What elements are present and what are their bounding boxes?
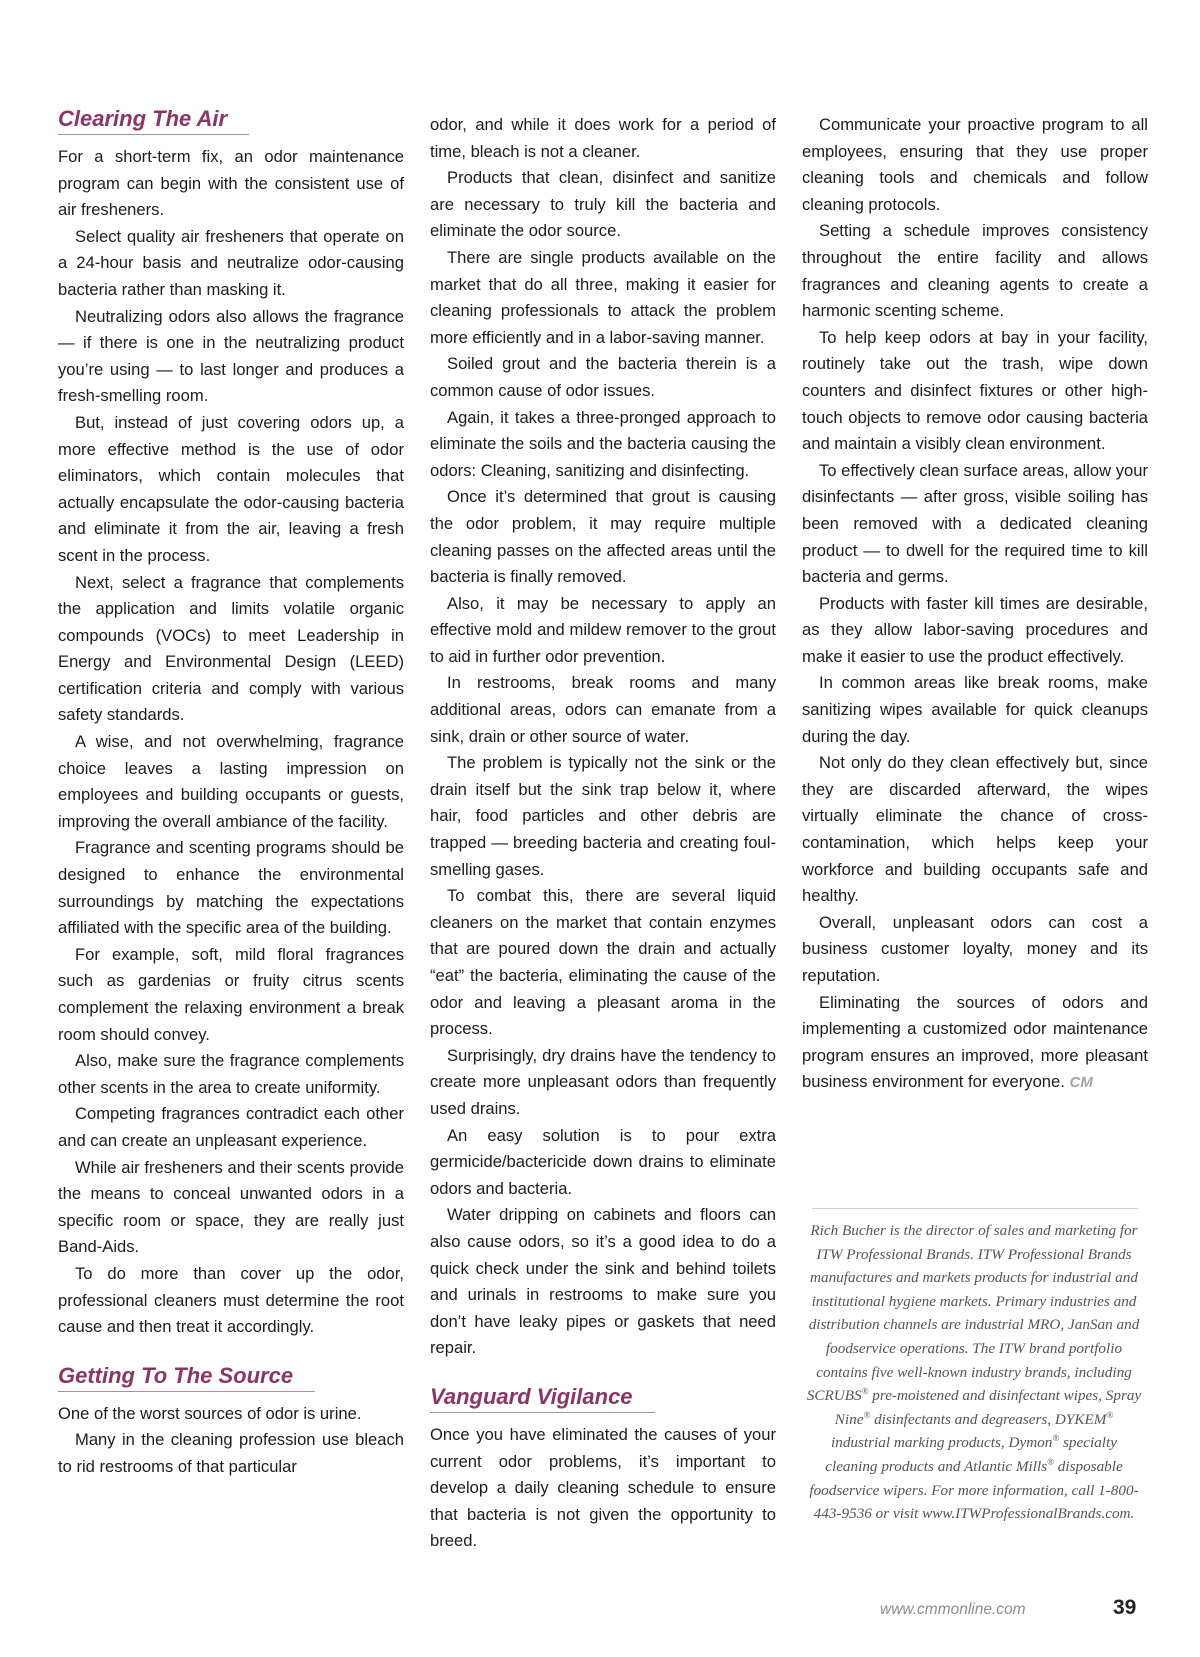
paragraph: Also, it may be necessary to apply an effective mold and mildew remover to the grout to aid in further odor prevention.: [430, 593, 776, 666]
registered-mark: ®: [861, 1386, 869, 1397]
paragraph: Again, it takes a three-pronged approach to eliminate the soils and the bacteria causing the odors: Cleaning, sanitizing and disinfecting.: [430, 407, 776, 480]
paragraph: One of the worst sources of odor is urine.: [58, 1403, 362, 1423]
article-column-2: [430, 112, 776, 1555]
paragraph: For a short-term fix, an odor maintenance program can begin with the consistent use of air fresheners.: [58, 147, 404, 220]
section-heading-clearing-the-air: Clearing The Air: [58, 104, 249, 135]
article-column-1: [58, 104, 404, 1481]
footer-url: www.cmmonline.com: [880, 1601, 1026, 1618]
registered-mark: ®: [1047, 1456, 1054, 1467]
paragraph: Competing fragrances contradict each other and can create an unpleasant experience.: [58, 1104, 404, 1150]
paragraph: To help keep odors at bay in your facility, routinely take out the trash, wipe down counters and disinfect fixtures or other high-touch objects to remove odor causing bacteria and maintain a visibly clean environment.: [802, 327, 1148, 454]
section-heading-vanguard-vigilance: Vanguard Vigilance: [430, 1382, 655, 1413]
paragraph: Products with faster kill times are desirable, as they allow labor-saving procedures and make it easier to use the product effectively.: [802, 593, 1148, 666]
bio-text: disinfectants and degreasers, DYKEM: [870, 1410, 1107, 1428]
paragraph: Not only do they clean effectively but, since they are discarded afterward, the wipes virtually eliminate the chance of cross-contamination, which helps keep your workforce and building occupants safe and healthy.: [802, 753, 1148, 906]
paragraph: Soiled grout and the bacteria therein is a common cause of odor issues.: [430, 354, 776, 400]
paragraph: To do more than cover up the odor, professional cleaners must determine the root cause and then treat it accordingly.: [58, 1263, 404, 1337]
bio-text: industrial marking products, Dymon: [831, 1434, 1053, 1452]
end-mark: CM: [1069, 1074, 1093, 1092]
bio-text: disposable foodservice wipers. For more information, call 1-800-443-9536 or visit www.ITWProfessionalBrands.com.: [809, 1457, 1139, 1523]
paragraph: In common areas like break rooms, make sanitizing wipes available for quick cleanups during the day.: [802, 673, 1148, 746]
paragraph: But, instead of just covering odors up, a more effective method is the use of odor eliminators, which contain molecules that actually encapsulate the odor-causing bacteria and eliminate it from the air, leaving a fresh scent in the process.: [58, 412, 404, 565]
paragraph: odor, and while it does work for a period of time, bleach is not a cleaner.: [430, 115, 776, 161]
paragraph: To effectively clean surface areas, allow your disinfectants — after gross, visible soiling has been removed with a dedicated cleaning product — to dwell for the required time to kill bacteria and germs.: [802, 460, 1148, 587]
paragraph: To combat this, there are several liquid cleaners on the market that contain enzymes that are poured down the drain and actually “eat” the bacteria, eliminating the cause of the odor and leaving a pleasant aroma in the process.: [430, 886, 776, 1039]
paragraph: Once you have eliminated the causes of your current odor problems, it’s important to develop a daily cleaning schedule to ensure that bacteria is not given the opportunity to breed.: [430, 1424, 776, 1551]
final-paragraph: [802, 990, 1148, 1097]
paragraph: For example, soft, mild floral fragrances such as gardenias or fruity citrus scents complement the relaxing environment a break room should convey.: [58, 944, 404, 1044]
paragraph: In restrooms, break rooms and many additional areas, odors can emanate from a sink, drain or other source of water.: [430, 673, 776, 746]
paragraph: The problem is typically not the sink or the drain itself but the sink trap below it, where hair, food particles and other debris are trapped — breeding bacteria and creating foul-smelling gases.: [430, 753, 776, 879]
paragraph-text: Eliminating the sources of odors and implementing a customized odor maintenance program ensures an improved, more pleasant business environment for everyone.: [802, 992, 1148, 1092]
paragraph: An easy solution is to pour extra germicide/bactericide down drains to eliminate odors and bacteria.: [430, 1125, 776, 1198]
paragraph: Select quality air fresheners that operate on a 24-hour basis and neutralize odor-causing bacteria rather than masking it.: [58, 226, 404, 299]
article-column-3: [802, 112, 1148, 1097]
registered-mark: ®: [1052, 1433, 1060, 1444]
paragraph: Products that clean, disinfect and sanitize are necessary to truly kill the bacteria and eliminate the odor source.: [430, 168, 776, 241]
page-number: 39: [1113, 1596, 1137, 1619]
paragraph: Neutralizing odors also allows the fragrance — if there is one in the neutralizing product you’re using — to last longer and produces a fresh-smelling room.: [58, 306, 404, 406]
bio-text: specialty cleaning products and Atlantic Mills: [825, 1434, 1117, 1475]
paragraph: Also, make sure the fragrance complements other scents in the area to create uniformity.: [58, 1051, 404, 1097]
paragraph: There are single products available on the market that do all three, making it easier for cleaning professionals to attack the problem more efficiently and in a labor-saving manner.: [430, 247, 776, 347]
paragraph: Communicate your proactive program to all employees, ensuring that they use proper cleaning tools and chemicals and follow cleaning protocols.: [802, 115, 1148, 214]
registered-mark: ®: [863, 1409, 871, 1420]
paragraph: A wise, and not overwhelming, fragrance choice leaves a lasting impression on employees and building occupants or guests, improving the overall ambiance of the facility.: [58, 732, 404, 831]
paragraph: Once it’s determined that grout is causing the odor problem, it may require multiple cleaning passes on the affected areas until the bacteria is finally removed.: [430, 487, 776, 587]
paragraph: Next, select a fragrance that complements the application and limits volatile organic compounds (VOCs) to meet Leadership in Energy and Environmental Design (LEED) certification criteria and comply with various safety standards.: [58, 572, 404, 725]
bio-text: pre-moistened and disinfectant wipes, Spray Nine: [834, 1387, 1142, 1428]
paragraph: Setting a schedule improves consistency throughout the entire facility and allows fragrances and cleaning agents to create a harmonic scenting scheme.: [802, 221, 1148, 321]
registered-mark: ®: [1106, 1409, 1114, 1420]
section-heading-getting-to-the-source: Getting To The Source: [58, 1361, 315, 1392]
paragraph: Overall, unpleasant odors can cost a business customer loyalty, money and its reputation.: [802, 912, 1148, 985]
paragraph: Surprisingly, dry drains have the tendency to create more unpleasant odors than frequently used drains.: [430, 1045, 776, 1118]
bio-text: Rich Bucher is the director of sales and marketing for ITW Professional Brands. ITW Professional Brands manufactures and markets products for industrial and institutional hygiene markets. Primary industries and distribution channels are industrial MRO, JanSan and foodservice operations. The ITW brand portfolio contains five well-known industry brands, including SCRUBS: [806, 1222, 1140, 1405]
paragraph: While air fresheners and their scents provide the means to conceal unwanted odors in a specific room or space, they are really just Band-Aids.: [58, 1157, 404, 1257]
bio-divider: [812, 1208, 1138, 1209]
paragraph: Fragrance and scenting programs should be designed to enhance the environmental surroundings by matching the expectations affiliated with the specific area of the building.: [58, 838, 404, 938]
author-bio: [806, 1219, 1142, 1526]
paragraph: Many in the cleaning profession use bleach to rid restrooms of that particular: [58, 1430, 404, 1476]
paragraph: Water dripping on cabinets and floors can also cause odors, so it’s a good idea to do a quick check under the sink and behind toilets and urinals in restrooms to make sure you don’t have leaky pipes or gaskets that need repair.: [430, 1205, 776, 1358]
